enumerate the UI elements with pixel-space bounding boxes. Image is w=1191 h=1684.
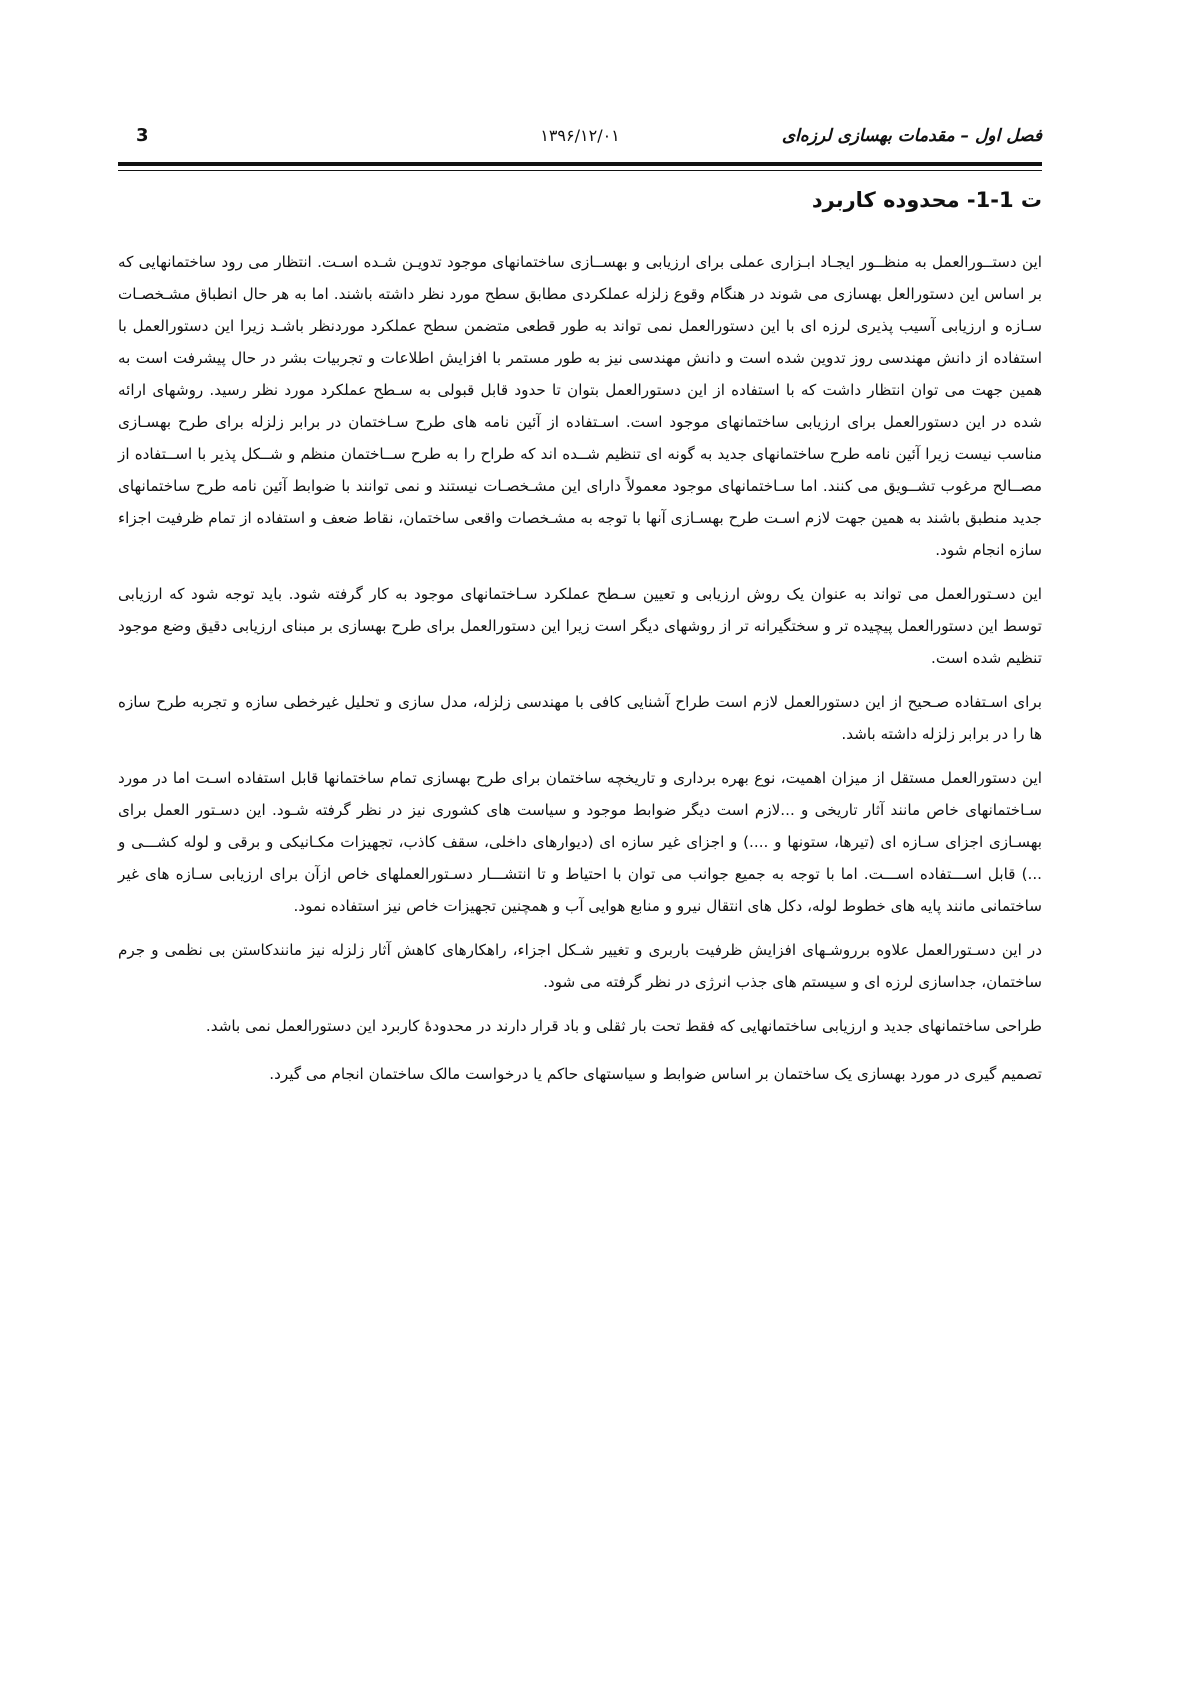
header-rule-thick [118, 162, 1042, 166]
page-header [118, 118, 1042, 158]
body-text [118, 246, 1042, 1102]
paragraph-3: برای اسـتفاده صـحیح از این دستورالعمل لازم است طراح آشنایی کافی با مهندسی زلزله، مدل سازی و تحلیل غیرخطی سازه و تجربه طرح سازه ها را در برابر زلزله داشته باشد. [118, 693, 1042, 743]
paragraph-6: طراحی ساختمانهای جدید و ارزیابی ساختمانهایی که فقط تحت بار ثقلی و باد قرار دارند در محدودهٔ کاربرد این دستورالعمل نمی باشد. [205, 1017, 1042, 1035]
chapter-title: فصل اول – مقدمات بهسازی لرزه‌ای [781, 126, 1042, 146]
paragraph-4: این دستورالعمل مستقل از میزان اهمیت، نوع بهره برداری و تاریخچه ساختمان برای طرح بهسازی تمام ساختمانها قابل استفاده اسـت اما در مورد سـاختمانهای خاص مانند آثار تاریخی و ...لازم است دیگر ضوابط موجود و سیاست های کشوری نیز در نظر گرفته شـود. این دسـتور العمل برای بهسـازی اجزای سـازه ای (تیرها، ستونها و ....) و اجزای غیر سازه ای (دیوارهای داخلی، سقف کاذب، تجهیزات مکـانیکی و برقی و لوله کشـــی و ...) قابل اســـتفاده اســـت. اما با توجه به جمیع جوانب می توان با احتیاط و تا انتشـــار دسـتورالعملهای خاص ازآن برای ارزیابی سـازه های غیر ساختمانی مانند پایه های خطوط لوله، دکل های انتقال نیرو و منابع هوایی آب و همچنین تجهیزات خاص نیز استفاده نمود. [118, 769, 1042, 915]
section-title: ت 1-1- محدوده کاربرد [811, 188, 1042, 212]
paragraph-1: این دستــورالعمل به منظــور ایجـاد ابـزاری عملی برای ارزیابی و بهســازی ساختمانهای موجود تدویـن شـده اسـت. انتظار می رود ساختمانهایی که بر اساس این دستورالعل بهسازی می شوند در هنگام وقوع زلزله عملکردی مطابق سطح مورد نظر داشته باشند. اما به هر حال انطباق مشـخصـات سـازه و ارزیابی آسیب پذیری لرزه ای با این دستورالعمل نمی تواند به طور قطعی متضمن سطح عملکرد موردنظر باشـد زیرا این دستورالعمل با استفاده از دانش مهندسی روز تدوین شده است و دانش مهندسی نیز به طور مستمر با افزایش اطلاعات و تجربیات بشر در حال پیشرفت است به همین جهت می توان انتظار داشت که با استفاده از این دستورالعمل بتوان تا حدود قابل قبولی به سـطح عملکرد مورد نظر رسید. روشهای ارائه شده در این دستورالعمل برای ارزیابی ساختمانهای موجود است. اسـتفاده از آئین نامه های طرح سـاختمان در برابر زلزله برای طرح بهسـازی مناسب نیست زیرا آئین نامه طرح ساختمانهای جدید به گونه ای تنظیم شــده اند که طراح را به طرح ســاختمان منظم و شــکل پذیر با اســتفاده از مصــالح مرغوب تشــویق می کنند. اما سـاختمانهای موجود معمولاً دارای این مشـخصـات نیستند و نمی توانند با ضوابط آئین نامه طرح ساختمانهای جدید منطبق باشند به همین جهت لازم اسـت طرح بهسـازی آنها با توجه به مشـخصات واقعی ساختمان، نقاط ضعف و استفاده از تمام ظرفیت اجزاء سازه انجام شود. [118, 253, 1042, 559]
header-date: ۱۳۹۶/۱۲/۰۱ [540, 126, 620, 145]
paragraph-2: این دسـتورالعمل می تواند به عنوان یک روش ارزیابی و تعیین سـطح عملکرد سـاختمانهای موجود به کار گرفته شود. باید توجه شود که ارزیابی توسط این دستورالعمل پیچیده تر و سختگیرانه تر از روشهای دیگر است زیرا این دستورالعمل برای طرح بهسازی بر مبنای ارزیابی دقیق وضع موجود تنظیم شده است. [118, 585, 1042, 667]
page-number: 3 [136, 125, 149, 146]
header-rule-thin [118, 170, 1042, 171]
paragraph-5: در این دسـتورالعمل علاوه برروشـهای افزایش ظرفیت باربری و تغییر شـکل اجزاء، راهکارهای کاهش آثار زلزله نیز مانندکاستن بی نظمی و جرم ساختمان، جداسازی لرزه ای و سیستم های جذب انرژی در نظر گرفته می شود. [118, 941, 1042, 991]
paragraph-7: تصمیم گیری در مورد بهسازی یک ساختمان بر اساس ضوابط و سیاستهای حاکم یا درخواست مالک ساختمان انجام می گیرد. [269, 1065, 1042, 1083]
